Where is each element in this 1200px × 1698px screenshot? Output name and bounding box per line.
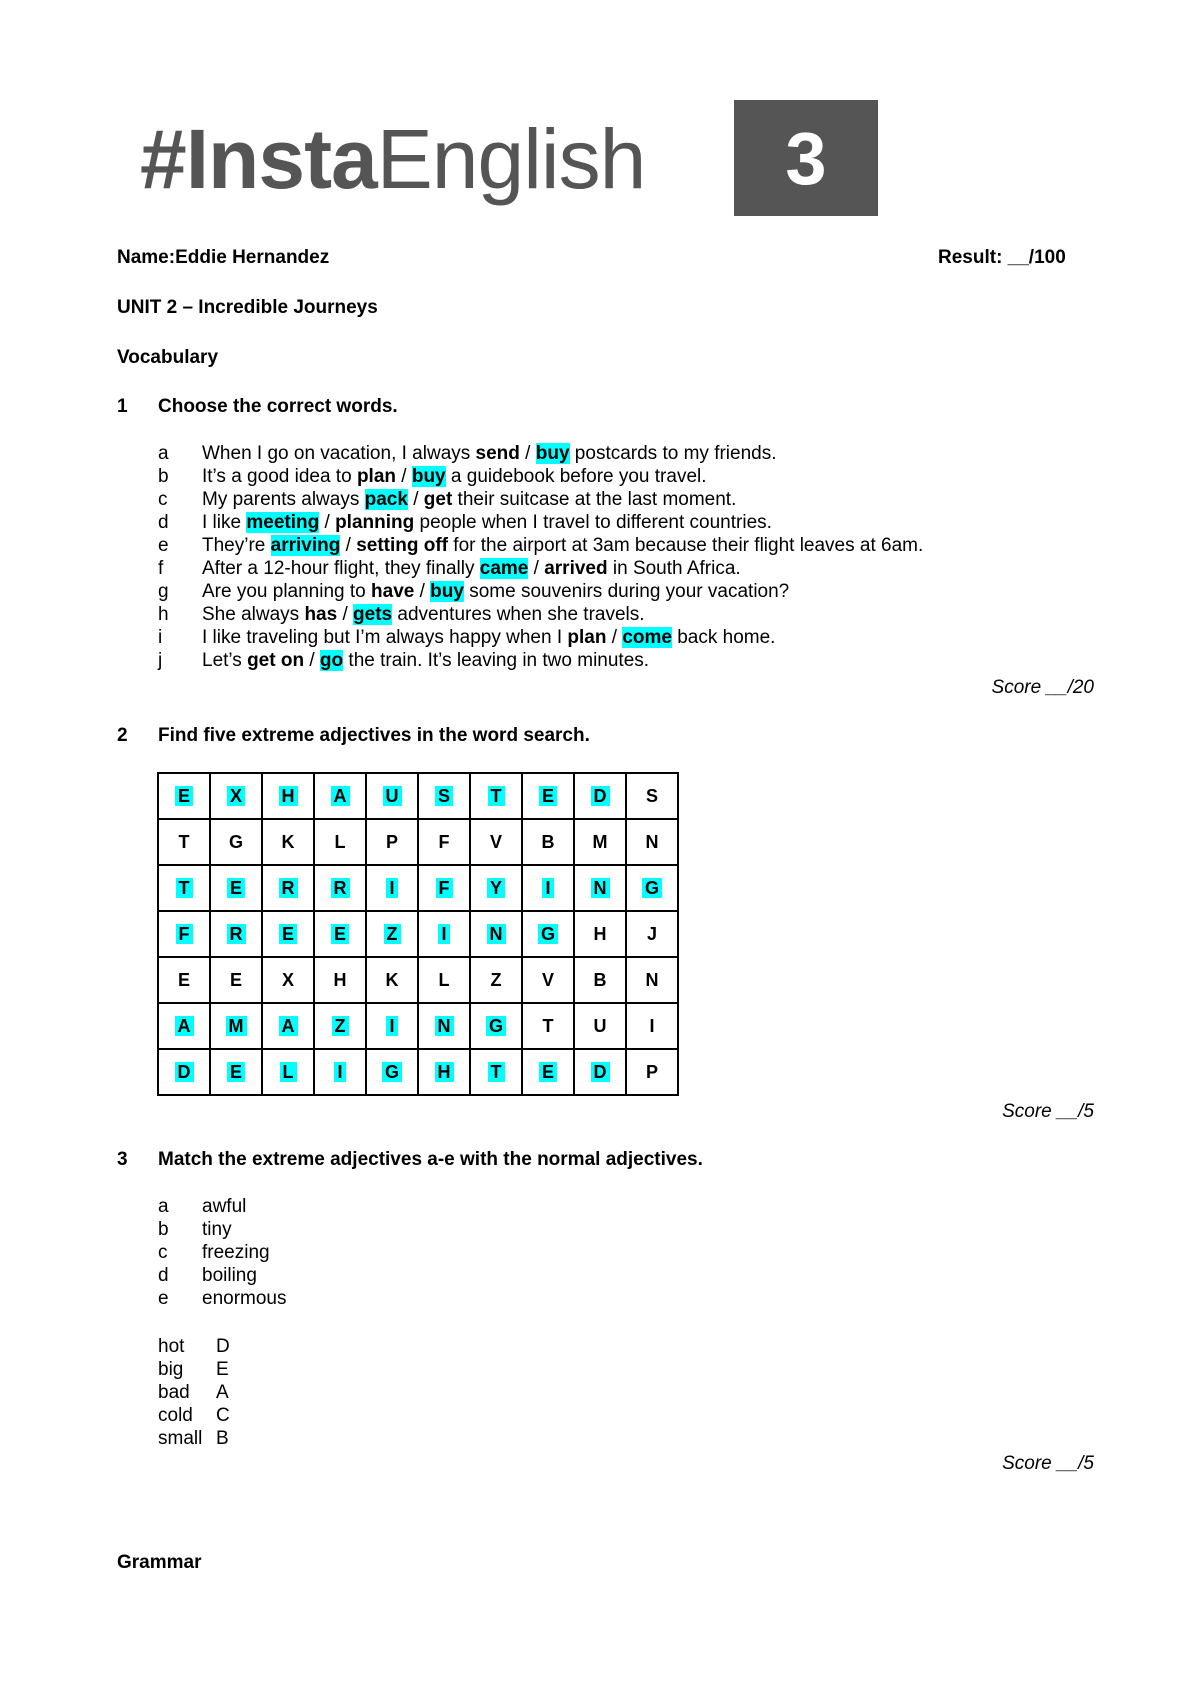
grid-cell [470,819,522,865]
word-option: arrived [544,558,608,579]
grid-letter: S [435,786,453,806]
sentence-text: postcards to my friends. [569,443,777,464]
match-answer: D [216,1336,230,1357]
grid-cell [314,1003,366,1049]
sentence-text: for the airport at 3am because their flight leaves at 6am. [448,535,924,556]
grid-cell [574,865,626,911]
grid-letter: U [383,786,402,806]
word-option: has [304,604,338,625]
grid-cell [470,773,522,819]
grid-letter: G [538,924,558,944]
sentence-text: / [304,650,320,671]
grid-row [158,819,678,865]
normal-adjective: small [158,1428,203,1449]
grid-cell [418,773,470,819]
normal-adjective: hot [158,1336,185,1357]
grid-letter: K [385,969,399,990]
grid-row [158,957,678,1003]
exercise-1-number: 1 [117,396,128,417]
grid-cell [210,1003,262,1049]
grid-letter: J [646,923,657,944]
exercise-2-score: Score __/5 [1002,1101,1094,1122]
item-word: boiling [202,1265,257,1286]
grid-cell [366,819,418,865]
grid-letter: Z [384,924,401,944]
grid-cell [366,957,418,1003]
grid-letter: B [593,969,607,990]
grid-cell [418,1049,470,1095]
grid-cell [626,865,678,911]
exercise-1-score: Score __/20 [991,677,1094,698]
item-letter: h [158,604,169,625]
sentence-text: / [528,558,545,579]
grid-cell [470,911,522,957]
item-sentence [202,465,707,488]
exercise-2-number: 2 [117,725,128,746]
grid-letter: H [279,786,298,806]
grid-cell [366,865,418,911]
grid-letter: T [176,878,193,898]
grid-cell [210,911,262,957]
grid-cell [470,957,522,1003]
highlighted-answer: meeting [246,512,320,533]
item-sentence [202,442,777,465]
grid-letter: R [331,878,350,898]
grid-cell [158,911,210,957]
grid-letter: P [385,831,398,852]
item-word: enormous [202,1288,287,1309]
student-name: Name:Eddie Hernandez [117,247,330,268]
grid-cell [366,911,418,957]
grid-letter: I [334,1062,345,1082]
sentence-text: After a 12-hour flight, they finally [202,558,480,579]
grid-letter: T [178,831,190,852]
item-letter: e [158,1288,169,1309]
word-option: get [423,489,453,510]
grid-letter: I [649,1015,655,1036]
result-score: Result: __/100 [938,247,1066,268]
grid-letter: I [542,878,553,898]
grid-letter: E [229,969,242,990]
grid-letter: D [175,1062,194,1082]
item-letter: i [158,627,163,648]
item-word: awful [202,1196,247,1217]
sentence-text: / [396,466,412,487]
grid-letter: Z [332,1016,349,1036]
grid-cell [418,911,470,957]
item-sentence [202,557,741,580]
grid-cell [574,1049,626,1095]
grid-letter: N [645,831,659,852]
grid-letter: Z [490,969,502,990]
grid-cell [366,773,418,819]
sentence-text: people when I travel to different countries. [414,512,772,533]
grid-cell [574,911,626,957]
grid-letter: X [227,786,245,806]
sentence-text: It’s a good idea to [202,466,357,487]
sentence-text: / [519,443,536,464]
grid-letter: E [227,878,245,898]
grid-letter: E [177,969,190,990]
exercise-3-score: Score __/5 [1002,1453,1094,1474]
grid-cell [314,1049,366,1095]
grid-letter: F [436,878,453,898]
grid-letter: B [541,831,555,852]
grid-letter: L [334,831,346,852]
grid-letter: E [539,1062,557,1082]
grid-cell [470,865,522,911]
item-letter: f [158,558,164,579]
grid-letter: H [333,969,347,990]
grid-cell [626,1003,678,1049]
grid-row [158,865,678,911]
grid-row [158,911,678,957]
grid-letter: U [593,1015,607,1036]
grid-letter: A [331,786,350,806]
grid-letter: A [175,1016,194,1036]
word-option: plan [356,466,396,487]
grid-cell [574,957,626,1003]
word-option: planning [335,512,415,533]
grammar-heading: Grammar [117,1552,202,1573]
vocabulary-heading: Vocabulary [117,347,219,368]
grid-cell [418,1003,470,1049]
grid-letter: G [642,878,662,898]
grid-letter: H [593,923,607,944]
grid-cell [626,1049,678,1095]
grid-cell [158,819,210,865]
sentence-text: My parents always [202,489,365,510]
item-letter: b [158,466,169,487]
grid-cell [262,1049,314,1095]
item-word: freezing [202,1242,270,1263]
item-sentence [202,626,775,649]
grid-cell [262,865,314,911]
grid-cell [522,865,574,911]
sentence-text: Are you planning to [202,581,372,602]
sentence-text: She always [202,604,305,625]
grid-letter: M [226,1016,247,1036]
exercise-1-instruction: Choose the correct words. [158,396,398,417]
sentence-text: in South Africa. [607,558,741,579]
grid-cell [366,1003,418,1049]
grid-cell [522,957,574,1003]
grid-letter: T [542,1015,554,1036]
grid-letter: N [435,1016,454,1036]
grid-letter: L [280,1062,297,1082]
item-letter: d [158,512,169,533]
item-word: tiny [202,1219,232,1240]
grid-letter: X [281,969,294,990]
sentence-text: I like traveling but I’m always happy when I [202,627,568,648]
word-option: send [475,443,520,464]
grid-cell [626,911,678,957]
grid-letter: N [487,924,506,944]
sentence-text: some souvenirs during your vacation? [463,581,790,602]
sentence-text: back home. [671,627,776,648]
grid-letter: K [281,831,295,852]
grid-cell [158,957,210,1003]
grid-letter: E [331,924,349,944]
highlighted-answer: gets [353,604,393,625]
grid-cell [210,773,262,819]
word-search-grid [157,772,679,1096]
grid-row [158,773,678,819]
grid-letter: I [386,878,397,898]
grid-letter: E [227,1062,245,1082]
grid-letter: V [489,831,502,852]
grid-letter: F [438,831,450,852]
sentence-text: / [606,627,623,648]
grid-cell [262,1003,314,1049]
grid-letter: E [175,786,193,806]
grid-cell [262,819,314,865]
sentence-text: adventures when she travels. [392,604,645,625]
grid-letter: L [438,969,450,990]
sentence-text: / [414,581,431,602]
sentence-text: I like [202,512,247,533]
sentence-text: / [319,512,336,533]
item-sentence [202,580,789,603]
grid-letter: E [539,786,557,806]
grid-cell [314,911,366,957]
grid-letter: E [279,924,297,944]
grid-cell [522,819,574,865]
grid-cell [574,819,626,865]
grid-cell [574,1003,626,1049]
word-option: get on [247,650,305,671]
grid-cell [210,865,262,911]
grid-letter: I [438,924,449,944]
item-sentence [202,649,649,672]
item-sentence [202,488,736,511]
item-letter: e [158,535,169,556]
grid-cell [626,819,678,865]
grid-cell [522,1003,574,1049]
grid-letter: G [228,831,243,852]
grid-letter: T [488,786,505,806]
grid-letter: M [592,831,608,852]
sentence-text: a guidebook before you travel. [445,466,707,487]
sentence-text: / [337,604,354,625]
match-answer: E [216,1359,229,1380]
sentence-text: their suitcase at the last moment. [452,489,737,510]
grid-letter: R [279,878,298,898]
grid-row [158,1049,678,1095]
highlighted-answer: come [622,627,672,648]
grid-cell [158,865,210,911]
grid-cell [314,819,366,865]
grid-letter: Y [487,878,505,898]
highlighted-answer: go [319,650,344,671]
grid-cell [522,1049,574,1095]
exercise-2-instruction: Find five extreme adjectives in the word search. [158,725,590,746]
sentence-text: They’re [202,535,271,556]
grid-letter: P [645,1061,658,1082]
grid-letter: H [435,1062,454,1082]
item-letter: c [158,489,168,510]
normal-adjective: bad [158,1382,190,1403]
grid-letter: D [591,786,610,806]
exercise-3-number: 3 [117,1149,128,1170]
normal-adjective: cold [158,1405,193,1426]
grid-cell [210,1049,262,1095]
grid-cell [418,819,470,865]
highlighted-answer: buy [411,466,446,487]
grid-letter: N [645,969,659,990]
word-option: have [371,581,415,602]
grid-cell [314,957,366,1003]
grid-cell [418,865,470,911]
item-letter: g [158,581,169,602]
item-sentence [202,511,772,534]
grid-cell [470,1003,522,1049]
word-option: setting off [356,535,449,556]
highlighted-answer: arriving [270,535,341,556]
item-letter: d [158,1265,169,1286]
grid-cell [522,773,574,819]
grid-letter: G [382,1062,402,1082]
grid-cell [262,911,314,957]
sentence-text: When I go on vacation, I always [202,443,476,464]
grid-cell [158,773,210,819]
grid-cell [210,957,262,1003]
grid-letter: F [176,924,193,944]
grid-letter: S [645,785,658,806]
grid-letter: R [227,924,246,944]
grid-cell [470,1049,522,1095]
sentence-text: / [407,489,424,510]
highlighted-answer: buy [535,443,570,464]
unit-title: UNIT 2 – Incredible Journeys [117,297,378,318]
highlighted-answer: buy [430,581,464,602]
item-letter: b [158,1219,169,1240]
sentence-text: Let’s [202,650,248,671]
grid-letter: I [386,1016,397,1036]
grid-cell [158,1049,210,1095]
logo-bold-text: #Insta [140,112,377,206]
match-answer: A [216,1382,229,1403]
word-option: plan [567,627,607,648]
sentence-text: / [340,535,357,556]
grid-cell [366,1049,418,1095]
grid-letter: D [591,1062,610,1082]
match-answer: B [216,1428,229,1449]
item-letter: a [158,443,169,464]
item-sentence [202,603,645,626]
item-sentence [202,534,923,557]
exercise-3-instruction: Match the extreme adjectives a-e with the normal adjectives. [158,1149,703,1170]
grid-cell [158,1003,210,1049]
grid-cell [314,865,366,911]
grid-cell [262,957,314,1003]
grid-letter: A [279,1016,298,1036]
grid-cell [210,819,262,865]
item-letter: a [158,1196,169,1217]
grid-letter: T [488,1062,505,1082]
highlighted-answer: pack [364,489,408,510]
level-badge: 3 [734,100,878,216]
item-letter: j [158,650,163,671]
grid-cell [262,773,314,819]
insta-english-logo [140,100,645,218]
sentence-text: the train. It’s leaving in two minutes. [343,650,650,671]
item-letter: c [158,1242,168,1263]
grid-row [158,1003,678,1049]
normal-adjective: big [158,1359,184,1380]
logo-regular-text: English [376,112,646,206]
highlighted-answer: came [479,558,529,579]
grid-cell [418,957,470,1003]
grid-cell [314,773,366,819]
grid-letter: G [486,1016,506,1036]
grid-letter: V [541,969,554,990]
grid-cell [522,911,574,957]
grid-cell [626,773,678,819]
grid-cell [626,957,678,1003]
match-answer: C [216,1405,230,1426]
grid-letter: N [591,878,610,898]
grid-cell [574,773,626,819]
